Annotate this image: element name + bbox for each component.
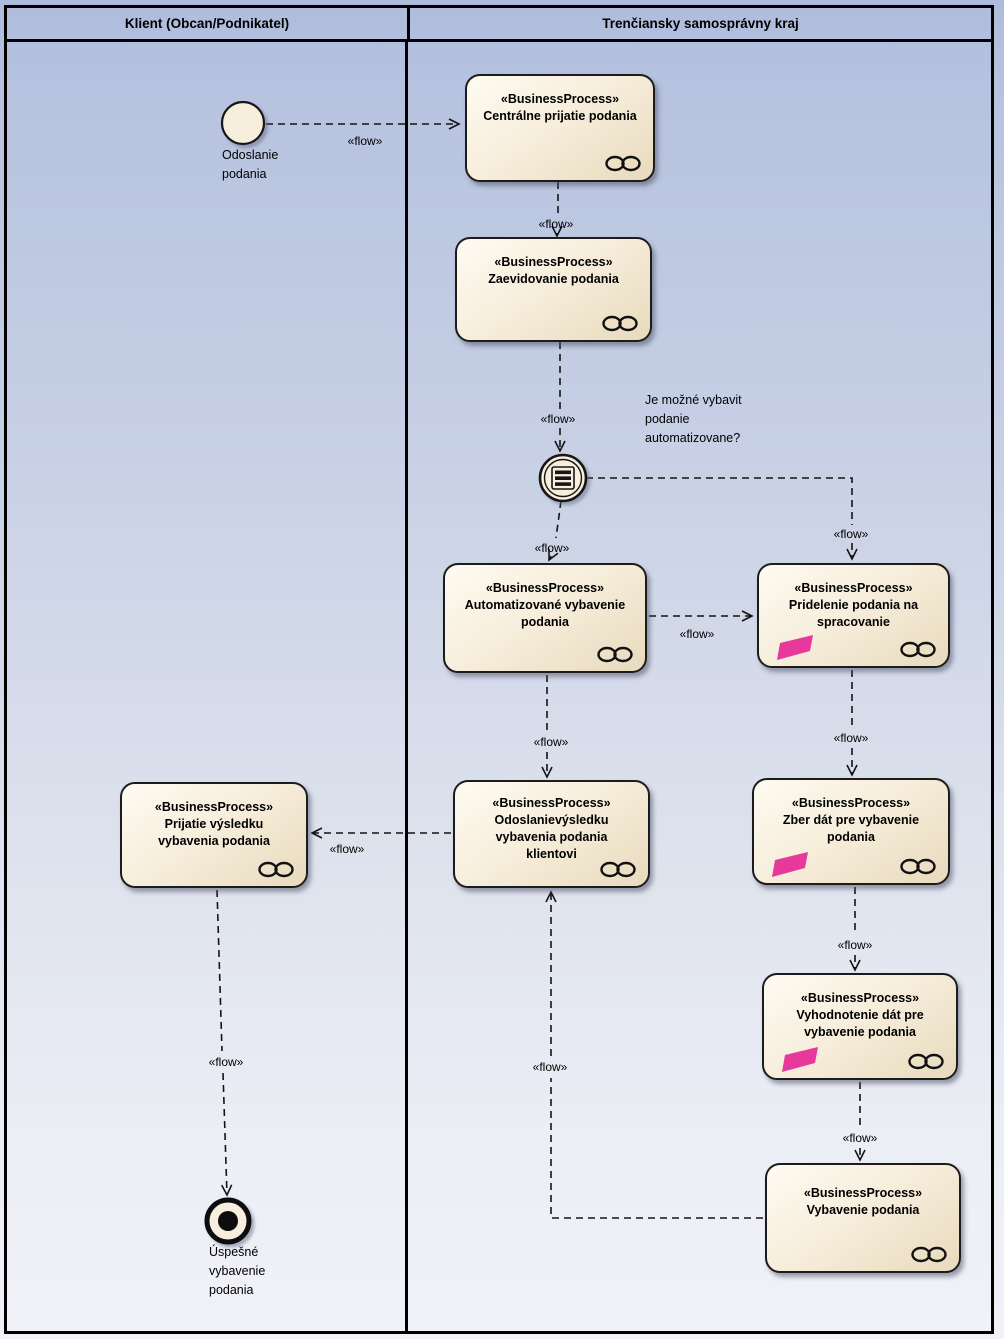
process-chain-icon	[604, 155, 642, 172]
flow-gateway-to-automatizovane-2	[549, 556, 551, 560]
process-chain-icon	[257, 861, 295, 878]
start-event[interactable]	[222, 102, 264, 144]
process-automatizovane-vybavenie[interactable]	[443, 563, 647, 673]
flow-label: «flow»	[208, 1055, 244, 1069]
decision-question-note: Je možné vybavit podanie automatizovane?	[645, 393, 742, 445]
process-name: Automatizované vybavenie podania	[464, 598, 626, 629]
process-pridelenie-podania[interactable]	[757, 563, 950, 668]
process-name: Centrálne prijatie podania	[483, 109, 637, 123]
stereotype-label: «BusinessProcess»	[791, 796, 911, 810]
stereotype-label: «BusinessProcess»	[500, 92, 620, 106]
process-vyhodnotenie-dat[interactable]	[762, 973, 958, 1080]
process-name: Prijatie výsledku vybavenia podania	[158, 817, 270, 848]
flow-label: «flow»	[329, 842, 365, 856]
process-name: Odoslanievýsledku vybavenia podania klientovi	[494, 813, 609, 861]
process-prijatie-vysledku[interactable]	[120, 782, 308, 888]
stereotype-label: «BusinessProcess»	[492, 796, 611, 810]
process-name: Zber dát pre vybavenie podania	[782, 813, 920, 844]
process-name: Pridelenie podania na spracovanie	[788, 598, 919, 629]
start-event-label: Odoslanie podania	[222, 148, 279, 181]
stereotype-label: «BusinessProcess»	[794, 581, 913, 595]
process-vybavenie-podania[interactable]	[765, 1163, 961, 1273]
flow-label: «flow»	[833, 731, 869, 745]
flow-label: «flow»	[842, 1131, 878, 1145]
flow-prijatie-to-end-1	[217, 890, 222, 1051]
process-chain-icon	[601, 315, 639, 332]
flow-label: «flow»	[534, 541, 570, 555]
stereotype-label: «BusinessProcess»	[803, 1186, 923, 1200]
stereotype-label: «BusinessProcess»	[485, 581, 605, 595]
process-zaevidovanie-podania[interactable]	[455, 237, 652, 342]
process-centralne-prijatie-podania[interactable]	[465, 74, 655, 182]
stereotype-label: «BusinessProcess»	[494, 255, 613, 269]
flow-label: «flow»	[532, 1060, 568, 1074]
flow-label: «flow»	[533, 735, 569, 749]
end-event-label: Úspešné vybavenie podania	[209, 1245, 266, 1297]
process-odoslanie-vysledku[interactable]	[453, 780, 650, 888]
process-name: Zaevidovanie podania	[488, 272, 619, 286]
process-name: Vyhodnotenie dát pre vybavenie podania	[796, 1008, 924, 1039]
flow-label: «flow»	[538, 217, 574, 231]
flow-label: «flow»	[833, 527, 869, 541]
process-chain-icon	[899, 641, 937, 658]
flow-label: «flow»	[837, 938, 873, 952]
process-zber-dat[interactable]	[752, 778, 950, 885]
process-chain-icon	[599, 861, 637, 878]
flow-label: «flow»	[540, 412, 576, 426]
swimlane-title-klient: Klient (Obcan/Podnikatel)	[124, 16, 290, 31]
flow-gateway-to-automatizovane-1	[556, 501, 561, 538]
stereotype-label: «BusinessProcess»	[800, 991, 920, 1005]
flow-prijatie-to-end-2	[223, 1073, 227, 1195]
flag-icon	[777, 634, 815, 661]
flag-icon	[782, 1046, 820, 1073]
process-chain-icon	[907, 1053, 945, 1070]
decision-gateway[interactable]	[540, 455, 586, 501]
flag-icon	[772, 851, 810, 878]
start-event-circle[interactable]	[222, 102, 264, 144]
end-event-core	[218, 1211, 238, 1231]
process-chain-icon	[596, 646, 634, 663]
stereotype-label: «BusinessProcess»	[154, 800, 274, 814]
end-event[interactable]	[207, 1200, 249, 1242]
process-chain-icon	[910, 1246, 948, 1263]
swimlane-title-kraj: Trenčiansky samosprávny kraj	[602, 16, 799, 31]
process-chain-icon	[899, 858, 937, 875]
flow-label: «flow»	[347, 134, 383, 148]
flow-gateway-to-pridelenie-1	[586, 478, 852, 525]
process-name: Vybavenie podania	[806, 1203, 920, 1217]
flow-label: «flow»	[679, 627, 715, 641]
flow-vybavenie-to-odoslanie-1	[551, 1078, 763, 1218]
